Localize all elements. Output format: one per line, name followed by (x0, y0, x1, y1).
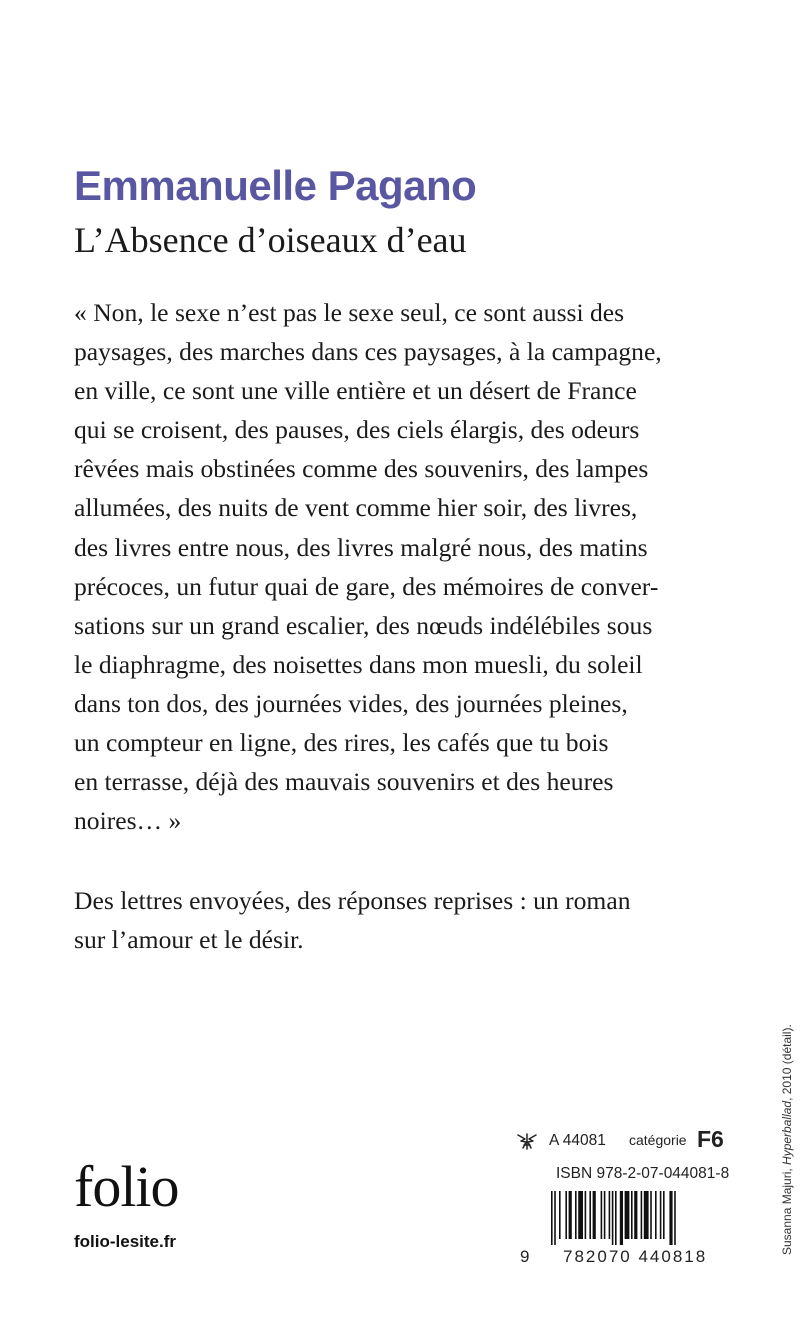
quote-line: rêvées mais obstinées comme des souvenirs, des lampes (74, 454, 649, 484)
barcode-bar (631, 1191, 633, 1239)
barcode-bar (578, 1191, 583, 1239)
barcode-bar (593, 1191, 596, 1239)
folio-bird-icon (515, 1131, 539, 1151)
author-name: Emmanuelle Pagano (74, 162, 477, 209)
quote-line: le diaphragme, des noisettes dans mon muesli, du soleil (74, 649, 643, 679)
barcode-bar (554, 1191, 556, 1245)
barcode-bar (604, 1191, 606, 1239)
quote-line: qui se croisent, des pauses, des ciels élargis, des odeurs (74, 415, 640, 445)
book-summary (74, 881, 754, 959)
barcode-bar (674, 1191, 676, 1245)
barcode-bar (669, 1191, 672, 1245)
barcode-bar (612, 1191, 614, 1245)
barcode-bar (620, 1191, 623, 1245)
quote-line: des livres entre nous, des livres malgré nous, des matins (74, 532, 648, 562)
quote-line: précoces, un futur quai de gare, des mémoires de conver- (74, 571, 659, 601)
quote-line: noires… » (74, 806, 182, 836)
publisher-website[interactable]: folio-lesite.fr (74, 1232, 177, 1251)
photo-credit: Susanna Majuri, Hyperballad, 2010 (détail). (780, 1024, 794, 1255)
catalog-row (515, 1127, 725, 1157)
barcode-bar (625, 1191, 630, 1239)
quote-line: paysages, des marches dans ces paysages, à la campagne, (74, 337, 662, 367)
barcode-bar (644, 1191, 649, 1239)
barcode-bar (609, 1191, 611, 1239)
barcode-bar (569, 1191, 572, 1239)
barcode-bar (634, 1191, 637, 1239)
quote-line: en ville, ce sont une ville entière et un désert de France (74, 376, 637, 406)
barcode-bar (641, 1191, 643, 1239)
barcode-bar (660, 1191, 662, 1239)
barcode-bar (565, 1191, 567, 1239)
quote-line: allumées, des nuits de vent comme hier soir, des livres, (74, 493, 638, 523)
folio-logo: folio (74, 1154, 179, 1219)
barcode-digits: 782070 440818 (563, 1247, 708, 1266)
barcode-bar (663, 1191, 665, 1239)
summary-line: Des lettres envoyées, des réponses reprises : un roman (74, 886, 631, 915)
quote-line: dans ton dos, des journées vides, des journées pleines, (74, 688, 628, 718)
barcode (515, 1191, 725, 1269)
barcode-bar (559, 1191, 561, 1239)
category-label: catégorie (629, 1132, 687, 1148)
barcode-bar (575, 1191, 577, 1239)
quote-line: un compteur en ligne, des rires, les cafés que tu bois (74, 728, 609, 758)
barcode-bar (650, 1191, 652, 1239)
barcode-bar (655, 1191, 657, 1239)
barcode-bar (585, 1191, 587, 1239)
article-code: A 44081 (549, 1132, 606, 1149)
barcode-bar (615, 1191, 617, 1245)
book-title: L’Absence d’oiseaux d’eau (74, 220, 467, 260)
category-value: F6 (697, 1126, 724, 1152)
summary-line: sur l’amour et le désir. (74, 925, 304, 954)
quote-line: sations sur un grand escalier, des nœuds indélébiles sous (74, 610, 653, 640)
back-cover-quote (74, 293, 754, 840)
barcode-bar (551, 1191, 553, 1245)
barcode-bars (551, 1191, 721, 1245)
quote-line: « Non, le sexe n’est pas le sexe seul, ce sont aussi des (74, 298, 625, 327)
barcode-bar (589, 1191, 591, 1239)
quote-line: en terrasse, déjà des mauvais souvenirs et des heures (74, 767, 614, 797)
isbn: ISBN 978-2-07-044081-8 (556, 1165, 730, 1182)
barcode-bar (601, 1191, 603, 1239)
barcode-lead-digit: 9 (520, 1247, 530, 1266)
